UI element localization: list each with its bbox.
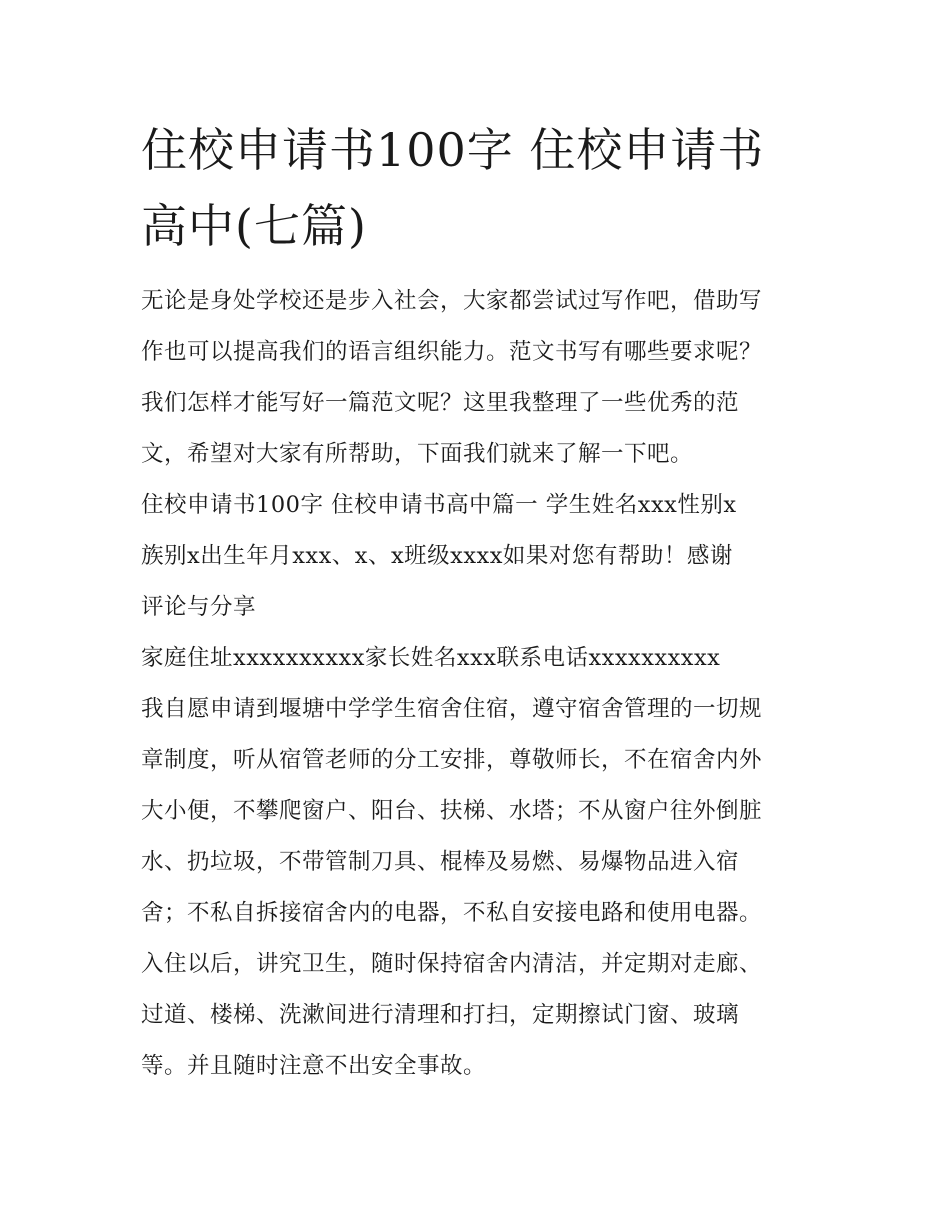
paragraph-line: 无论是身处学校还是步入社会，大家都尝试过写作吧，借助写 [141,288,763,314]
paragraph-line: 章制度，听从宿管老师的分工安排，尊敬师长，不在宿舍内外 [141,747,763,773]
paragraph-line: 族别x出生年月xxx、x、x班级xxxx如果对您有帮助！感谢 [141,543,733,569]
paragraph-line: 入住以后，讲究卫生，随时保持宿舍内清洁，并定期对走廊、 [141,951,763,977]
intro-paragraph [141,276,813,480]
paragraph-line: 等。并且随时注意不出安全事故。 [141,1053,487,1079]
document-title [141,112,813,264]
paragraph-line: 住校申请书100字 住校申请书高中篇一 学生姓名xxx性别x [141,492,737,518]
student-info-paragraph [141,480,813,633]
paragraph-line: 水、扔垃圾，不带管制刀具、棍棒及易燃、易爆物品进入宿 [141,849,740,875]
paragraph-line: 评论与分享 [141,594,257,620]
document-page [141,112,813,1092]
paragraph-line: 舍；不私自拆接宿舍内的电器，不私自安接电路和使用电器。 [141,900,763,926]
paragraph-line: 过道、楼梯、洗漱间进行清理和打扫，定期擦试门窗、玻璃 [141,1002,740,1028]
paragraph-line: 家庭住址xxxxxxxxxx家长姓名xxx联系电话xxxxxxxxxx [141,645,721,671]
paragraph-line: 大小便，不攀爬窗户、阳台、扶梯、水塔；不从窗户往外倒脏 [141,798,763,824]
paragraph-line: 文，希望对大家有所帮助，下面我们就来了解一下吧。 [141,441,694,467]
title-line-2: 高中(七篇) [141,199,367,253]
title-line-1: 住校申请书100字 住校申请书 [141,123,765,177]
family-info-paragraph [141,633,813,684]
paragraph-line: 我自愿申请到堰塘中学学生宿舍住宿，遵守宿舍管理的一切规 [141,696,763,722]
paragraph-line: 作也可以提高我们的语言组织能力。范文书写有哪些要求呢？ [141,339,763,365]
paragraph-line: 我们怎样才能写好一篇范文呢？这里我整理了一些优秀的范 [141,390,740,416]
pledge-paragraph [141,684,813,1092]
